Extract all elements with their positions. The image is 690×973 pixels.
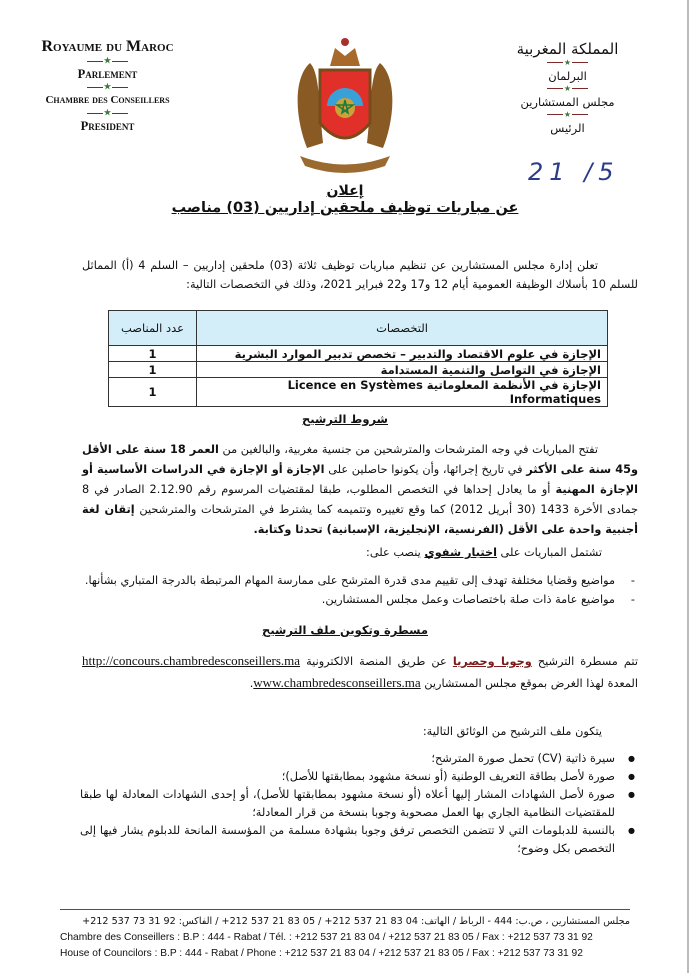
star-divider: ★ (485, 58, 650, 68)
table-header-row (109, 311, 608, 346)
star-divider: ★ (20, 82, 195, 92)
footer-contact (60, 909, 630, 962)
positions-table (108, 310, 608, 407)
specialty-header: التخصصات (197, 311, 608, 346)
footer-french: Chambre des Conseillers : B.P : 444 - Rabat / Tél. : +212 537 21 83 04 / +212 537 21 83 05 / Fax : +212 537 73 31 92 (60, 932, 593, 943)
mandatory-emphasis: وجوبا وحصريا (452, 655, 532, 668)
conditions-segment: الإجازة أو الإجازة في الدراسات الأساسية أو الإجازة المهنية (82, 463, 638, 496)
count-header: عدد المناصب (109, 311, 197, 346)
footer-arabic: مجلس المستشارين ، ص.ب: 444 - الرباط / الهاتف: 04 83 21 537 212+ / 05 83 21 537 212+ / الفاكس: 92 31 73 537 212+ (82, 916, 630, 927)
conditions-title: شروط الترشيح (302, 412, 388, 426)
procedure-paragraph: تتم مسطرة الترشيح وجوبا وحصريا عن طريق المنصة الالكترونية http://concours.chambredesconseillers.ma المعدة لهذا الغرض بموقع مجلس المستشارين www.chambredesconseillers.ma. (82, 653, 638, 690)
count-cell: 1 (109, 346, 197, 362)
star-divider: ★ (485, 110, 650, 120)
intro-paragraph: تعلن إدارة مجلس المستشارين عن تنظيم مباريات توظيف ثلاثة (03) ملحقين إداريين – السلم 4 (أ) المماثل للسلم 10 بأسلاك الوظيفة العمومية أيام 12 و17 و22 فبراير 2021، وذلك في التخصصات التالية: (82, 259, 638, 291)
announcement-subtitle: عن مباريات توظيف ملحقين إداريين (03) مناصب (171, 200, 519, 216)
kingdom-ar: المملكة المغربية (516, 40, 619, 58)
footer-english: House of Councilors : B.P : 444 - Rabat / Phone : +212 537 21 83 04 / +212 537 21 83 05 / Fax : +212 537 73 31 92 (60, 948, 583, 959)
specialty-cell: الإجازة في علوم الاقتصاد والتدبير – تخصص تدبير الموارد البشرية (197, 346, 608, 362)
list-item: ● صورة لأصل الشهادات المشار إليها أعلاه (أو نسخة مشهود بمطابقتها للأصل)، أو إحدى الشهادات المعادلة لها طبقا للمقتضيات النظامية الجاري بها العمل مصحوبة وجوبا بنسخة من قرار المعادلة؛ (80, 786, 637, 822)
conditions-segment: تفتح المباريات في وجه المترشحات والمترشحين من جنسية مغربية، والبالغين من (218, 443, 598, 456)
documents-intro: يتكون ملف الترشيح من الوثائق التالية: (422, 725, 602, 738)
parliament-ar: البرلمان (548, 69, 587, 83)
french-letterhead (20, 38, 195, 134)
chamber-ar: مجلس المستشارين (520, 95, 615, 109)
documents-list (80, 750, 637, 858)
table-row (109, 346, 608, 362)
scan-edge (687, 0, 689, 973)
specialty-cell: الإجازة في التواصل والتنمية المستدامة (197, 362, 608, 378)
conditions-segment: في تاريخ إجرائها، وأن يكونوا حاصلين على (324, 463, 527, 476)
list-item: - مواضيع عامة ذات صلة باختصاصات وعمل مجلس المستشارين. (70, 590, 637, 609)
star-divider: ★ (485, 84, 650, 94)
chamber-fr: Chambre des Conseillers (45, 94, 170, 106)
office-fr: President (80, 119, 135, 133)
list-item: ● بالنسبة للدبلومات التي لا تتضمن التخصص ترفق وجوبا بشهادة مسلمة من المؤسسة المانحة للدبلوم يشار فيها إلى التخصص بكل وضوح؛ (80, 822, 637, 858)
royal-coat-of-arms (285, 28, 405, 178)
website-link[interactable]: www.chambredesconseillers.ma (253, 675, 421, 690)
list-item: ● صورة لأصل بطاقة التعريف الوطنية (أو نسخة مشهود بمطابقتها للأصل)؛ (80, 768, 637, 786)
list-item: ● سيرة ذاتية (CV) تحمل صورة المترشح؛ (80, 750, 637, 768)
star-divider: ★ (20, 108, 195, 118)
office-ar: الرئيس (550, 121, 585, 135)
parliament-fr: Parlement (77, 67, 138, 81)
handwritten-reference: 21 /5 (528, 158, 620, 186)
exam-topics-list (70, 571, 637, 609)
conditions-segment: أو ما يعادل إحداها في التخصص المطلوب، طبقا لمقتضيات المرسوم رقم 2.12.90 الصادر في 8 جمادى الأخرة 1433 (30 أبريل 2012) كما وقع تغييره وتتميمه كما يشترط في المترشحات والمترشحين (82, 483, 639, 516)
platform-link[interactable]: http://concours.chambredesconseillers.ma (82, 653, 301, 668)
conditions-segment: العمر 18 سنة على الأقل و45 سنة على الأكثر (82, 443, 638, 476)
star-divider: ★ (20, 56, 195, 66)
table-row (109, 378, 608, 407)
count-cell: 1 (109, 378, 197, 407)
procedure-title: مسطرة وتكوين ملف الترشيح (262, 623, 428, 637)
announcement-title: إعلان (326, 183, 364, 199)
table-row (109, 362, 608, 378)
conditions-segment: إتقان لغة أجنبية واحدة على الأقل (الفرنسية، الإنجليزية، الإسبانية) تحدثا وكتابة. (82, 503, 638, 536)
count-cell: 1 (109, 362, 197, 378)
specialty-cell: الإجازة في الأنظمة المعلوماتية Licence en Systèmes Informatiques (197, 378, 608, 407)
arabic-letterhead (485, 40, 650, 136)
oral-exam-label: اختبار شفوي (424, 546, 497, 559)
kingdom-fr: Royaume du Maroc (41, 38, 174, 55)
conditions-paragraph (82, 440, 638, 540)
list-item: - مواضيع وقضايا مختلفة تهدف إلى تقييم مدى قدرة المترشح على ممارسة المهام المرتبطة بالدرجة المتباري بشأنها. (70, 571, 637, 590)
exam-intro: تشتمل المباريات على اختبار شفوي ينصب على: (366, 546, 602, 559)
